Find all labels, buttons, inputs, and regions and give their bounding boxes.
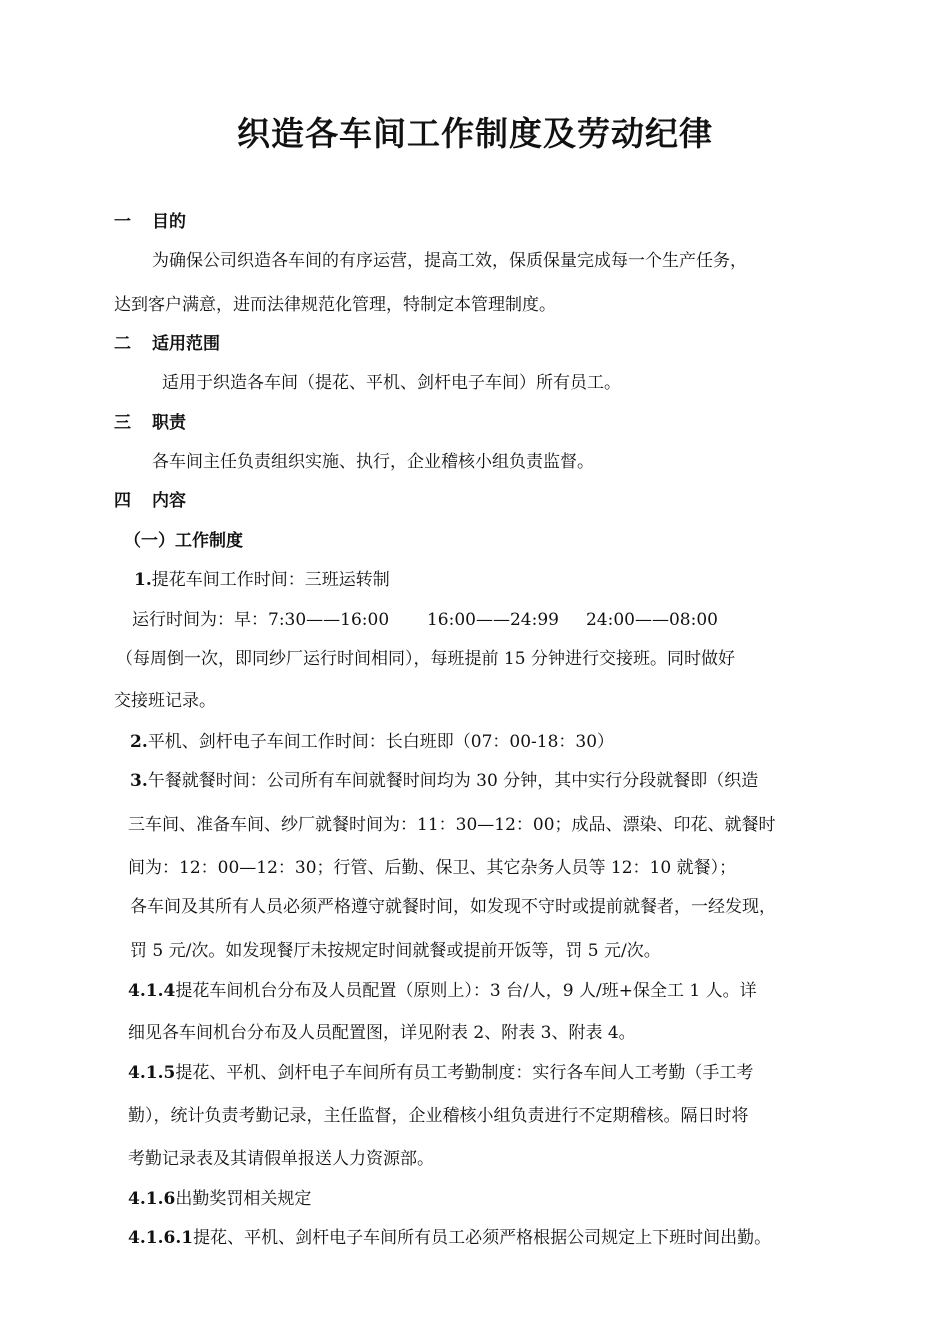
section-number: 一	[114, 212, 131, 232]
section-label: 内容	[152, 491, 186, 511]
item-text: 平机、剑杆电子车间工作时间：长白班即（07：00-18：30）	[147, 732, 615, 752]
clause-4-1-4-line	[128, 980, 757, 1002]
clause-number: 4.1.6.1	[128, 1228, 194, 1248]
purpose-paragraph-line: 为确保公司织造各车间的有序运营，提高工效，保质保量完成每一个生产任务，	[152, 251, 747, 271]
section-label: 目的	[152, 212, 186, 232]
item-1-heading	[134, 569, 390, 591]
item-1-shift-times: 运行时间为：早：7:30——16:00 16:00——24:99 24:00——08:00	[132, 610, 718, 630]
clause-4-1-5-line: 勤），统计负责考勤记录，主任监督，企业稽核小组负责进行不定期稽核。隔日时将	[128, 1106, 749, 1126]
section-heading-content	[114, 490, 186, 512]
item-3-line	[130, 770, 758, 792]
section-heading-scope	[114, 333, 220, 355]
document-title: 织造各车间工作制度及劳动纪律	[237, 114, 713, 153]
section-heading-purpose	[114, 211, 186, 233]
clause-text: 提花、平机、剑杆电子车间所有员工考勤制度：实行各车间人工考勤（手工考	[175, 1063, 754, 1083]
scope-paragraph: 适用于织造各车间（提花、平机、剑杆电子车间）所有员工。	[162, 373, 621, 393]
item-number: 1.	[134, 570, 152, 590]
section-number: 四	[114, 491, 131, 511]
purpose-paragraph-line: 达到客户满意，进而法律规范化管理，特制定本管理制度。	[114, 295, 556, 315]
clause-text: 提花车间机台分布及人员配置（原则上）：3 台/人，9 人/班+保全工 1 人。详	[175, 981, 757, 1001]
section-number: 二	[114, 334, 131, 354]
clause-4-1-5-line	[128, 1062, 753, 1084]
item-text: 午餐就餐时间：公司所有车间就餐时间均为 30 分钟，其中实行分段就餐即（织造	[147, 771, 759, 791]
clause-4-1-5-line: 考勤记录表及其请假单报送人力资源部。	[128, 1149, 434, 1169]
section-heading-duty	[114, 412, 186, 434]
clause-text: 提花、平机、剑杆电子车间所有员工必须严格根据公司规定上下班时间出勤。	[193, 1228, 772, 1248]
item-3-line: 三车间、准备车间、纱厂就餐时间为：11：30—12：00；成品、漂染、印花、就餐时	[128, 815, 776, 835]
item-1-line: 交接班记录。	[114, 691, 216, 711]
clause-number: 4.1.4	[128, 981, 176, 1001]
item-3-line: 间为：12：00—12：30；行管、后勤、保卫、其它杂务人员等 12：10 就餐）；	[128, 858, 737, 878]
duty-paragraph: 各车间主任负责组织实施、执行，企业稽核小组负责监督。	[152, 452, 594, 472]
subsection-heading-work-system: （一）工作制度	[124, 531, 243, 551]
section-label: 职责	[152, 413, 186, 433]
clause-4-1-4-line: 细见各车间机台分布及人员配置图，详见附表 2、附表 3、附表 4。	[128, 1023, 636, 1043]
clause-4-1-6-1	[128, 1227, 771, 1249]
item-number: 3.	[130, 771, 148, 791]
item-text: 提花车间工作时间：三班运转制	[151, 570, 390, 590]
item-2	[130, 731, 614, 753]
item-3-line: 各车间及其所有人员必须严格遵守就餐时间，如发现不守时或提前就餐者，一经发现，	[130, 897, 776, 917]
clause-number: 4.1.6	[128, 1189, 176, 1209]
section-label: 适用范围	[152, 334, 220, 354]
clause-4-1-6	[128, 1188, 311, 1210]
section-number: 三	[114, 413, 131, 433]
item-3-line: 罚 5 元/次。如发现餐厅未按规定时间就餐或提前开饭等，罚 5 元/次。	[130, 941, 661, 961]
item-1-line: （每周倒一次，即同纱厂运行时间相同），每班提前 15 分钟进行交接班。同时做好	[116, 649, 735, 669]
item-number: 2.	[130, 732, 148, 752]
clause-text: 出勤奖罚相关规定	[175, 1189, 312, 1209]
clause-number: 4.1.5	[128, 1063, 176, 1083]
